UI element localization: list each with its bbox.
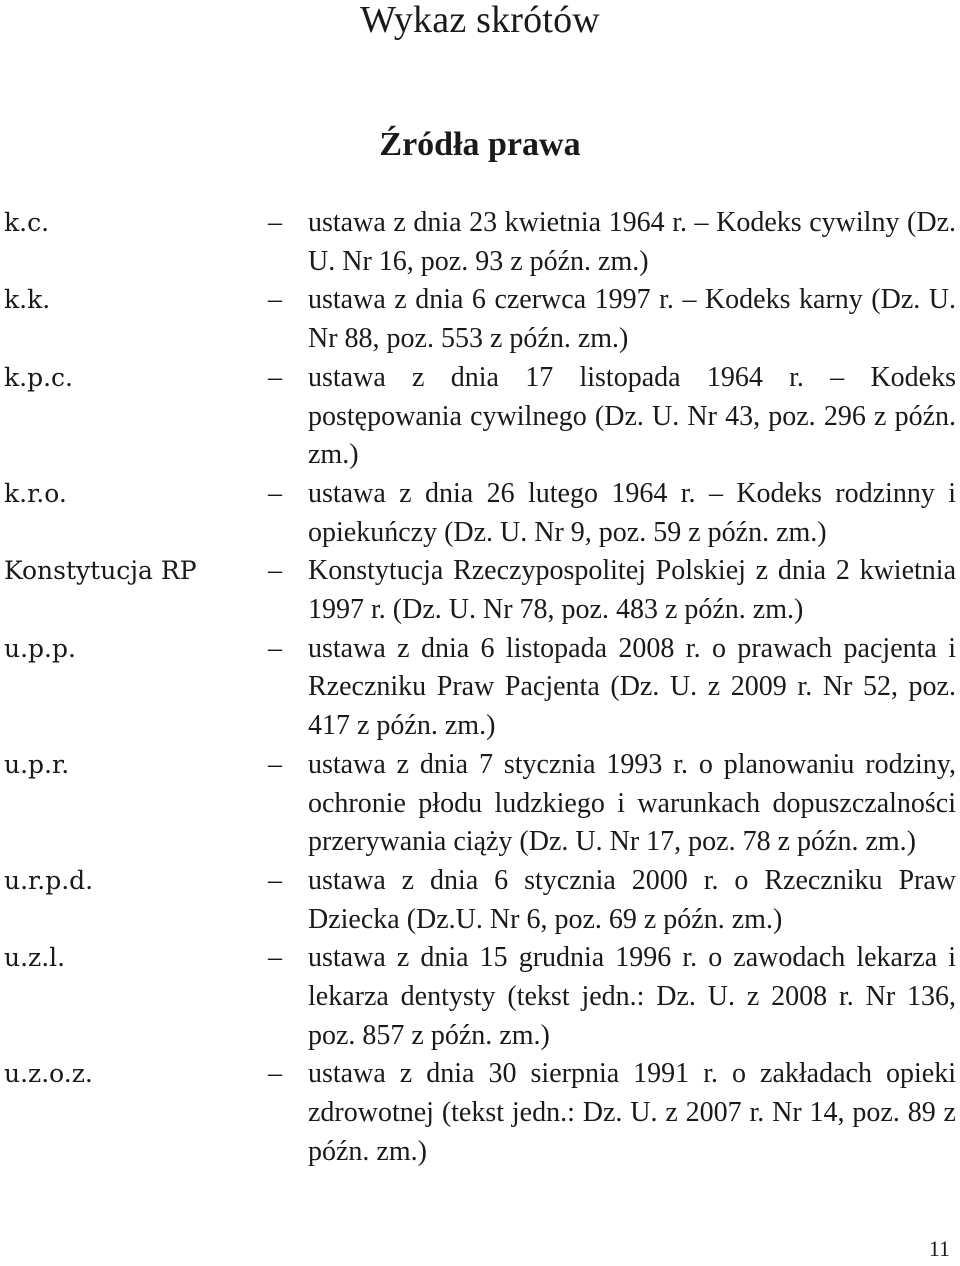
entry-dash: – bbox=[268, 1058, 282, 1090]
abbreviation: u.r.p.d. bbox=[4, 865, 94, 895]
abbreviation: k.r.o. bbox=[4, 478, 67, 508]
entry-dash: – bbox=[268, 284, 282, 316]
abbreviation-entry-uzoz bbox=[4, 1055, 960, 1171]
abbreviation: k.p.c. bbox=[4, 362, 73, 392]
abbreviation-description: ustawa z dnia 23 kwietnia 1964 r. – Kodeks cywilny (Dz. U. Nr 16, poz. 93 z późn. zm.) bbox=[308, 207, 956, 277]
entry-dash: – bbox=[268, 864, 282, 896]
abbreviation-description: ustawa z dnia 6 czerwca 1997 r. – Kodeks karny (Dz. U. Nr 88, poz. 553 z późn. zm.) bbox=[308, 284, 956, 355]
abbreviation-entry-konstytucja bbox=[4, 552, 960, 629]
abbreviation-entry-uzl bbox=[4, 939, 960, 1055]
page-title: Wykaz skrótów bbox=[360, 0, 600, 41]
entry-dash: – bbox=[268, 632, 282, 664]
abbreviation-list bbox=[4, 204, 960, 1172]
abbreviation-description: ustawa z dnia 30 sierpnia 1991 r. o zakładach opieki zdrowotnej (tekst jedn.: Dz. U. z 2007 r. Nr 14, poz. 89 z późn. zm.) bbox=[308, 1058, 956, 1167]
abbreviation-entry-kpc bbox=[4, 359, 960, 475]
page-number: 11 bbox=[928, 1236, 950, 1261]
entry-dash: – bbox=[268, 748, 282, 780]
entry-dash: – bbox=[268, 942, 282, 974]
abbreviation-entry-kc bbox=[4, 204, 960, 281]
abbreviation: u.z.o.z. bbox=[4, 1059, 93, 1089]
abbreviation-entry-upr bbox=[4, 746, 960, 862]
abbreviation: u.z.l. bbox=[4, 943, 66, 973]
entry-dash: – bbox=[268, 207, 282, 238]
abbreviation-entry-kk bbox=[4, 281, 960, 358]
abbreviation-entry-kro bbox=[4, 475, 960, 552]
abbreviation-entry-upp bbox=[4, 630, 960, 746]
abbreviation: u.p.r. bbox=[4, 749, 70, 779]
abbreviation: k.c. bbox=[4, 208, 50, 237]
abbreviation: Konstytucja RP bbox=[4, 556, 197, 586]
abbreviation-description: Konstytucja Rzeczypospolitej Polskiej z dnia 2 kwietnia 1997 r. (Dz. U. Nr 78, poz. 483 z późn. zm.) bbox=[308, 555, 956, 626]
abbreviation-description: ustawa z dnia 26 lutego 1964 r. – Kodeks rodzinny i opiekuńczy (Dz. U. Nr 9, poz. 59 z późn. zm.) bbox=[308, 477, 956, 548]
abbreviation-description: ustawa z dnia 15 grudnia 1996 r. o zawodach lekarza i lekarza dentysty (tekst jedn.: Dz. U. z 2008 r. Nr 136, poz. 857 z późn. zm.) bbox=[308, 942, 956, 1051]
entry-dash: – bbox=[268, 361, 282, 393]
abbreviation-entry-urpd bbox=[4, 862, 960, 939]
section-title: Źródła prawa bbox=[379, 126, 581, 163]
abbreviation-description: ustawa z dnia 6 stycznia 2000 r. o Rzeczniku Praw Dziecka (Dz.U. Nr 6, poz. 69 z późn. zm.) bbox=[308, 864, 956, 935]
abbreviation-description: ustawa z dnia 6 listopada 2008 r. o prawach pacjenta i Rzeczniku Praw Pacjenta (Dz. U. z 2009 r. Nr 52, poz. 417 z późn. zm.) bbox=[308, 632, 956, 742]
entry-dash: – bbox=[268, 555, 282, 587]
abbreviation-description: ustawa z dnia 7 stycznia 1993 r. o planowaniu rodziny, ochronie płodu ludzkiego i warunkach dopuszczalności przerywania ciąży (Dz. U. Nr 17, poz. 78 z późn. zm.) bbox=[308, 748, 956, 858]
entry-dash: – bbox=[268, 477, 282, 509]
abbreviation-description: ustawa z dnia 17 listopada 1964 r. – Kodeks postępowania cywilnego (Dz. U. Nr 43, poz. 296 z późn. zm.) bbox=[308, 361, 956, 471]
abbreviation: k.k. bbox=[4, 285, 51, 315]
abbreviation: u.p.p. bbox=[4, 633, 76, 663]
